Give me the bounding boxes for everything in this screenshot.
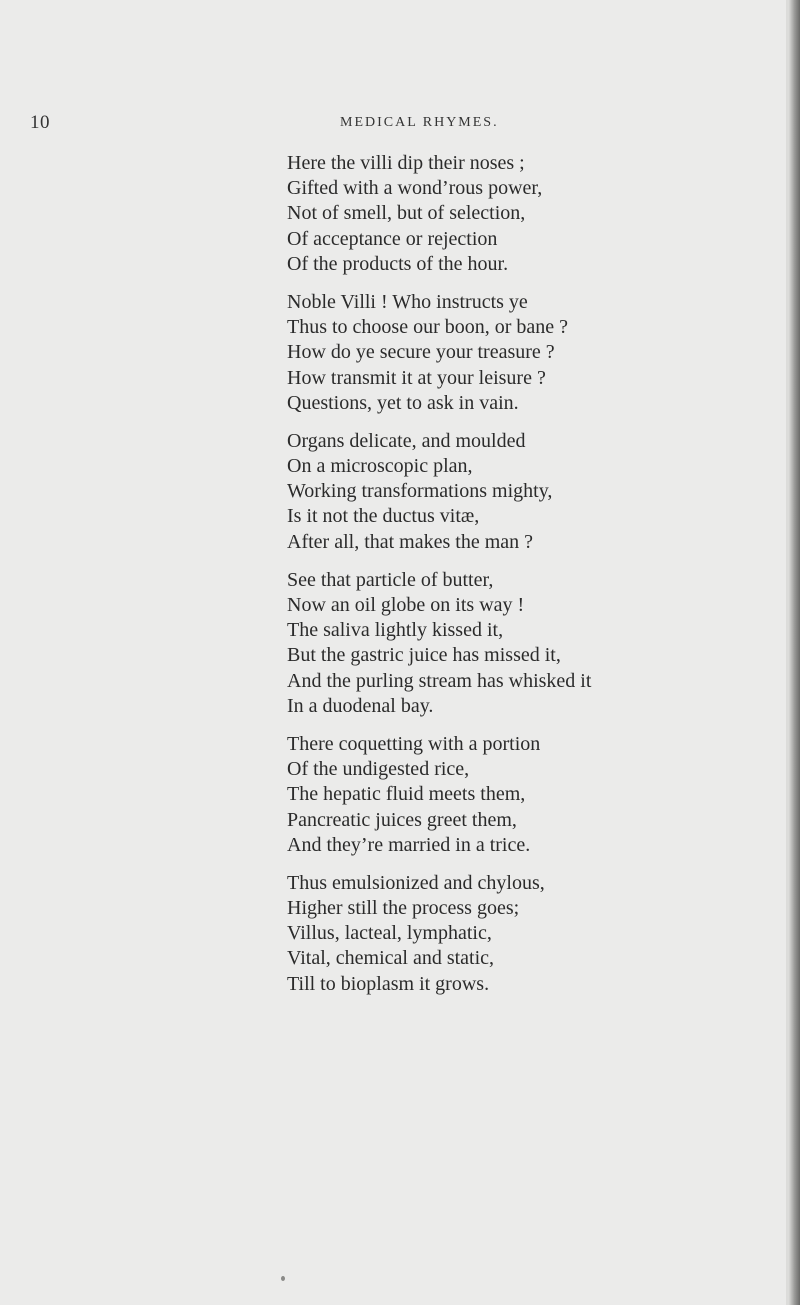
poem-line: Of acceptance or rejection	[287, 227, 498, 250]
poem-line: Of the products of the hour.	[287, 252, 509, 275]
poem-line: Gifted with a wond’rous power,	[287, 177, 543, 200]
poem-line: But the gastric juice has missed it,	[287, 644, 561, 667]
stanza	[287, 871, 787, 997]
poem-line: Thus emulsionized and chylous,	[287, 871, 545, 894]
poem-line: Vital, chemical and static,	[287, 947, 495, 970]
stanza	[287, 290, 787, 416]
page-edge-shadow	[789, 0, 800, 1305]
poem-line: See that particle of butter,	[287, 568, 494, 591]
poem	[287, 151, 787, 1010]
page-header	[0, 112, 800, 142]
poem-line: How do ye secure your treasure ?	[287, 341, 555, 364]
poem-line: The saliva lightly kissed it,	[287, 619, 504, 642]
poem-line: Now an oil globe on its way !	[287, 594, 525, 616]
poem-line: Thus to choose our boon, or bane ?	[287, 316, 569, 339]
poem-line: Organs delicate, and moulded	[287, 429, 526, 452]
poem-line: Working transformations mighty,	[287, 480, 553, 503]
poem-line: And the purling stream has whisked it	[287, 669, 592, 692]
poem-line: The hepatic fluid meets them,	[287, 783, 526, 806]
poem-line: Here the villi dip their noses ;	[287, 152, 525, 174]
poem-line: And they’re married in a trice.	[287, 833, 531, 856]
page-number: 10	[30, 112, 50, 133]
stanza	[287, 151, 787, 277]
poem-line: Till to bioplasm it grows.	[287, 972, 490, 995]
poem-line: Of the undigested rice,	[287, 758, 470, 781]
poem-line: Noble Villi ! Who instructs ye	[287, 290, 528, 313]
poem-line: Villus, lacteal, lymphatic,	[287, 922, 492, 945]
poem-line: After all, that makes the man ?	[287, 530, 534, 553]
poem-line: Pancreatic juices greet them,	[287, 808, 517, 831]
poem-line: Not of smell, but of selection,	[287, 202, 526, 225]
poem-line: There coquetting with a portion	[287, 732, 541, 755]
poem-line: Is it not the ductus vitæ,	[287, 505, 480, 528]
poem-line: Questions, yet to ask in vain.	[287, 391, 519, 414]
poem-line: In a duodenal bay.	[287, 694, 434, 717]
poem-line: Higher still the process goes;	[287, 897, 520, 920]
running-head: MEDICAL RHYMES.	[340, 115, 499, 130]
stanza	[287, 732, 787, 858]
stanza	[287, 568, 787, 719]
poem-line: On a microscopic plan,	[287, 455, 473, 478]
stanza	[287, 429, 787, 555]
ink-speck	[281, 1276, 285, 1281]
poem-line: How transmit it at your leisure ?	[287, 366, 546, 389]
